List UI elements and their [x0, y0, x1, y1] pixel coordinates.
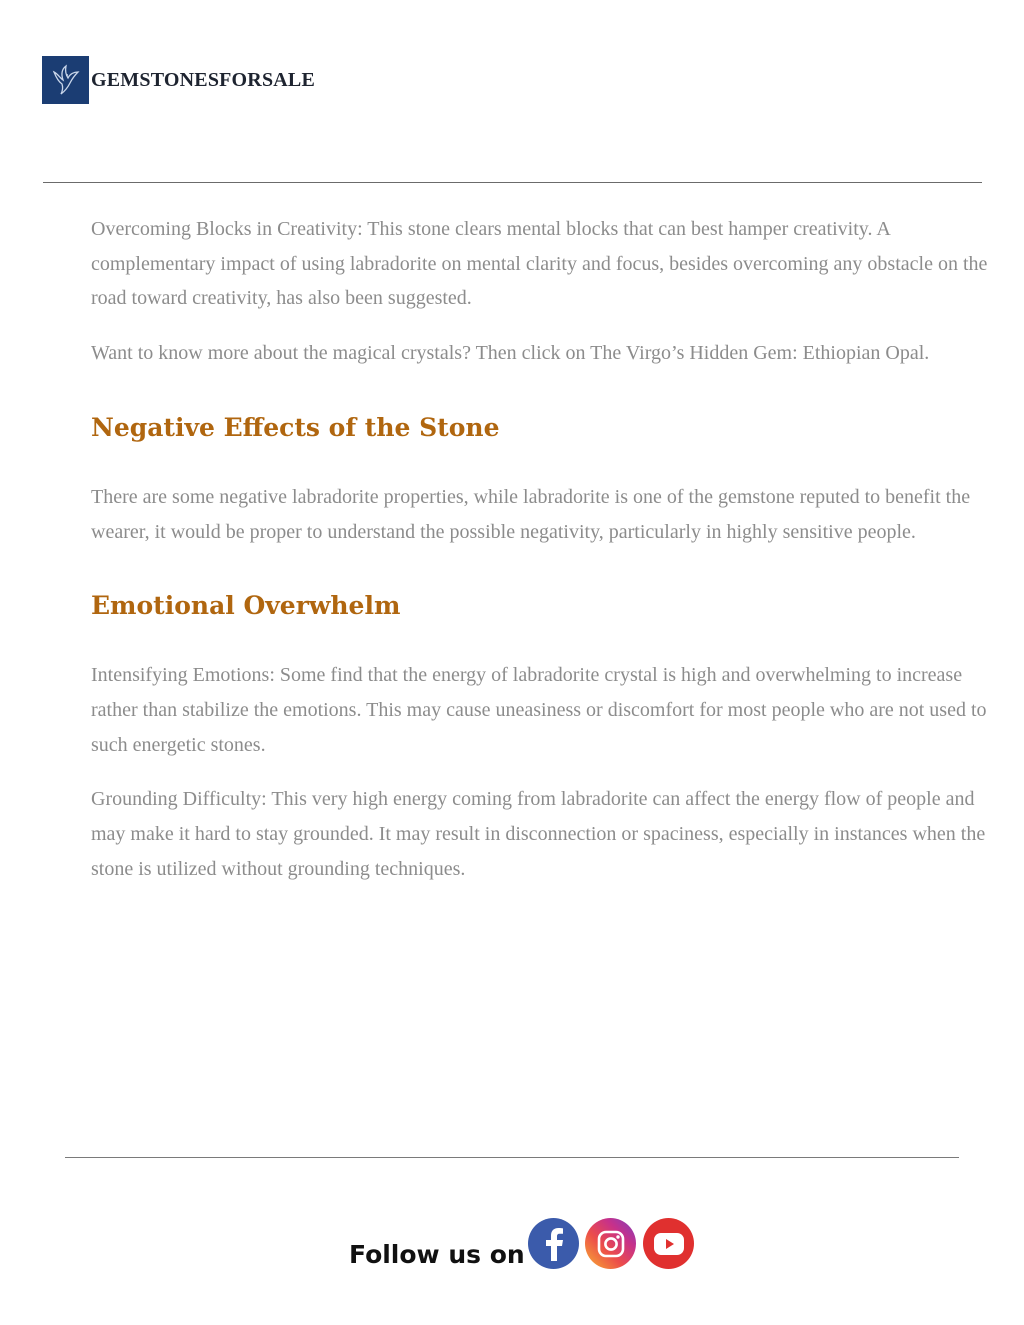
- paragraph-negative: There are some negative labradorite properties, while labradorite is one of the gemstone reputed to benefit the wearer, it would be proper to understand the possible negativity, particularly in highly sensitive people.: [91, 485, 971, 543]
- paragraph-creativity: Overcoming Blocks in Creativity: This stone clears mental blocks that can best hamper creativity. A complementary impact of using labradorite on mental clarity and focus, besides overcoming any obstacle on the road toward creativity, has also been suggested.: [91, 218, 988, 310]
- brand-logo[interactable]: [42, 56, 315, 104]
- footer-divider: [65, 1157, 959, 1158]
- brand-name: GEMSTONESFORSALE: [91, 68, 316, 91]
- instagram-icon[interactable]: [585, 1218, 636, 1269]
- follow-label: Follow us on: [349, 1240, 525, 1269]
- facebook-icon[interactable]: [528, 1218, 579, 1269]
- header-divider: [43, 182, 982, 183]
- youtube-icon[interactable]: [643, 1218, 694, 1269]
- heading-negative-effects: Negative Effects of the Stone: [91, 412, 500, 442]
- heading-emotional-overwhelm: Emotional Overwhelm: [91, 591, 401, 621]
- paragraph-intensifying: Intensifying Emotions: Some find that the energy of labradorite crystal is high and overwhelming to increase rather than stabilize the emotions. This may cause uneasiness or discomfort for most people who are not used to such energetic stones.: [91, 664, 987, 756]
- article-body: [91, 212, 1003, 906]
- paragraph-more-link: Want to know more about the magical crystals? Then click on The Virgo’s Hidden Gem: Ethiopian Opal.: [91, 342, 930, 365]
- bird-logo-icon: [42, 56, 89, 104]
- paragraph-grounding: Grounding Difficulty: This very high energy coming from labradorite can affect the energy flow of people and may make it hard to stay grounded. It may result in disconnection or spaciness, especially in instances when the stone is utilized without grounding techniques.: [91, 788, 986, 880]
